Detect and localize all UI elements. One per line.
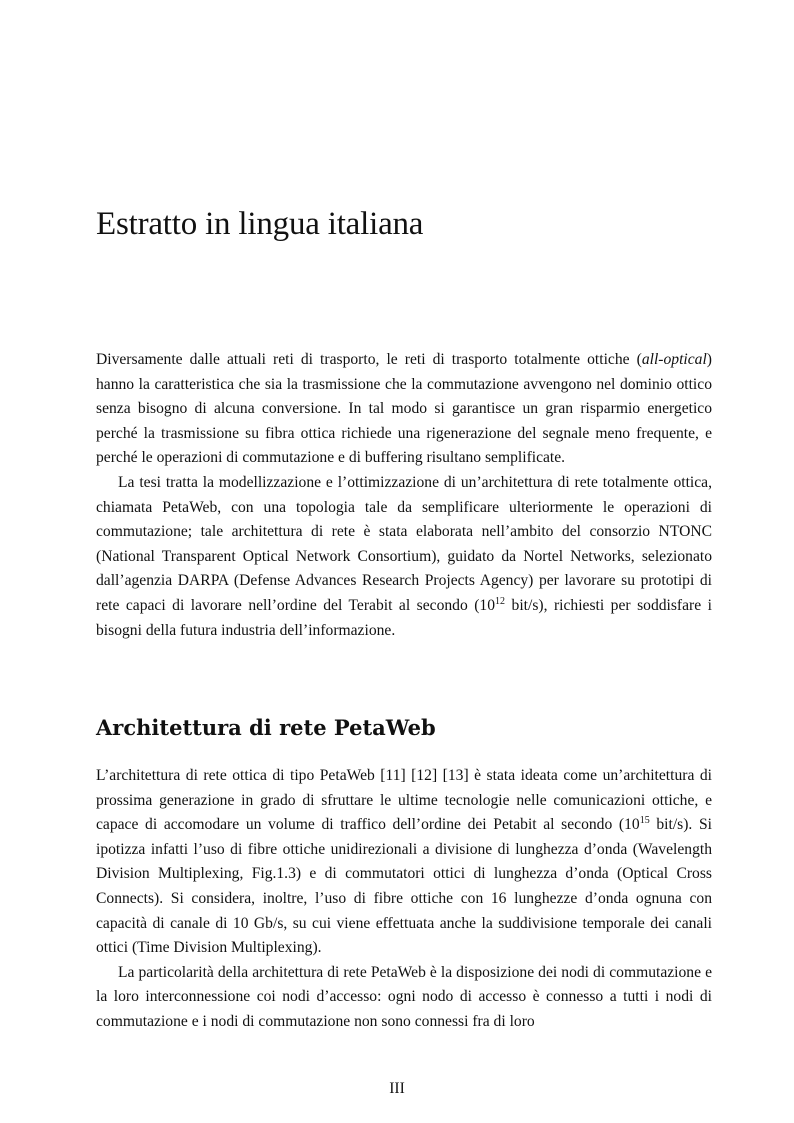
- italic-term: all-optical: [641, 351, 707, 368]
- text-run: bit/s). Si ipotizza infatti l’uso di fibre ottiche unidirezionali a divisione di lunghezza d’onda (Wavelength Division Multiplexing, Fig.1.3) e di commutatori ottici di lunghezza d’onda (Optical Cross Connects). Si considera, inoltre, l’uso di fibre ottiche con 16 lunghezze d’onda ognuna con capacità di canale di 10 Gb/s, su cui viene effettuata anche la suddivisione temporale dei canali ottici (Time Division Multiplexing).: [96, 816, 712, 957]
- superscript-exponent: 15: [639, 815, 650, 827]
- page-number: III: [389, 1080, 405, 1097]
- text-run: bit/s), richiesti per soddisfare i bisogni della futura industria dell’informazione.: [96, 596, 712, 639]
- section-paragraph-2: La particolarità della architettura di rete PetaWeb è la disposizione dei nodi di commutazione e la loro interconnessione coi nodi d’accesso: ogni nodo di accesso è connesso a tutti i nodi di commutazione e i nodi di commutazione non sono connessi fra di loro: [96, 963, 712, 1030]
- section-heading: Architettura di rete PetaWeb: [96, 715, 436, 740]
- intro-paragraph-1: [96, 348, 712, 471]
- text-run: La tesi tratta la modellizzazione e l’ottimizzazione di un’architettura di rete totalmente ottica, chiamata PetaWeb, con una topologia tale da semplificare ulteriormente le operazioni di commutazione; tale architettura di rete è stata elaborata nell’ambito del consorzio NTONC (National Transparent Optical Network Consortium), guidato da Nortel Networks, selezionato dall’agenzia DARPA (Defense Advances Research Projects Agency) per lavorare su prototipi di rete capaci di lavorare nell’ordine del Terabit al secondo (10: [96, 473, 712, 614]
- text-run: ) hanno la caratteristica che sia la trasmissione che la commutazione avvengono nel dominio ottico senza bisogno di alcuna conversione. In tal modo si garantisce un gran risparmio energetico perché la trasmissione su fibra ottica richiede una rigenerazione del segnale meno frequente, e perché le operazioni di commutazione e di buffering risultano semplificate.: [96, 351, 712, 467]
- text-run: Diversamente dalle attuali reti di trasporto, le reti di trasporto totalmente ottiche (: [96, 351, 642, 368]
- intro-section: [96, 348, 712, 643]
- section-paragraph-1: [96, 764, 712, 961]
- chapter-title: Estratto in lingua italiana: [96, 206, 424, 242]
- section-body: [96, 764, 712, 1035]
- text-run: L’architettura di rete ottica di tipo PetaWeb [11] [12] [13] è stata ideata come un’architettura di prossima generazione in grado di sfruttare le ultime tecnologie nelle comunicazioni ottiche, e capace di accomodare un volume di traffico dell’ordine dei Petabit al secondo (10: [96, 767, 712, 834]
- superscript-exponent: 12: [495, 595, 506, 607]
- intro-paragraph-2: [96, 471, 712, 643]
